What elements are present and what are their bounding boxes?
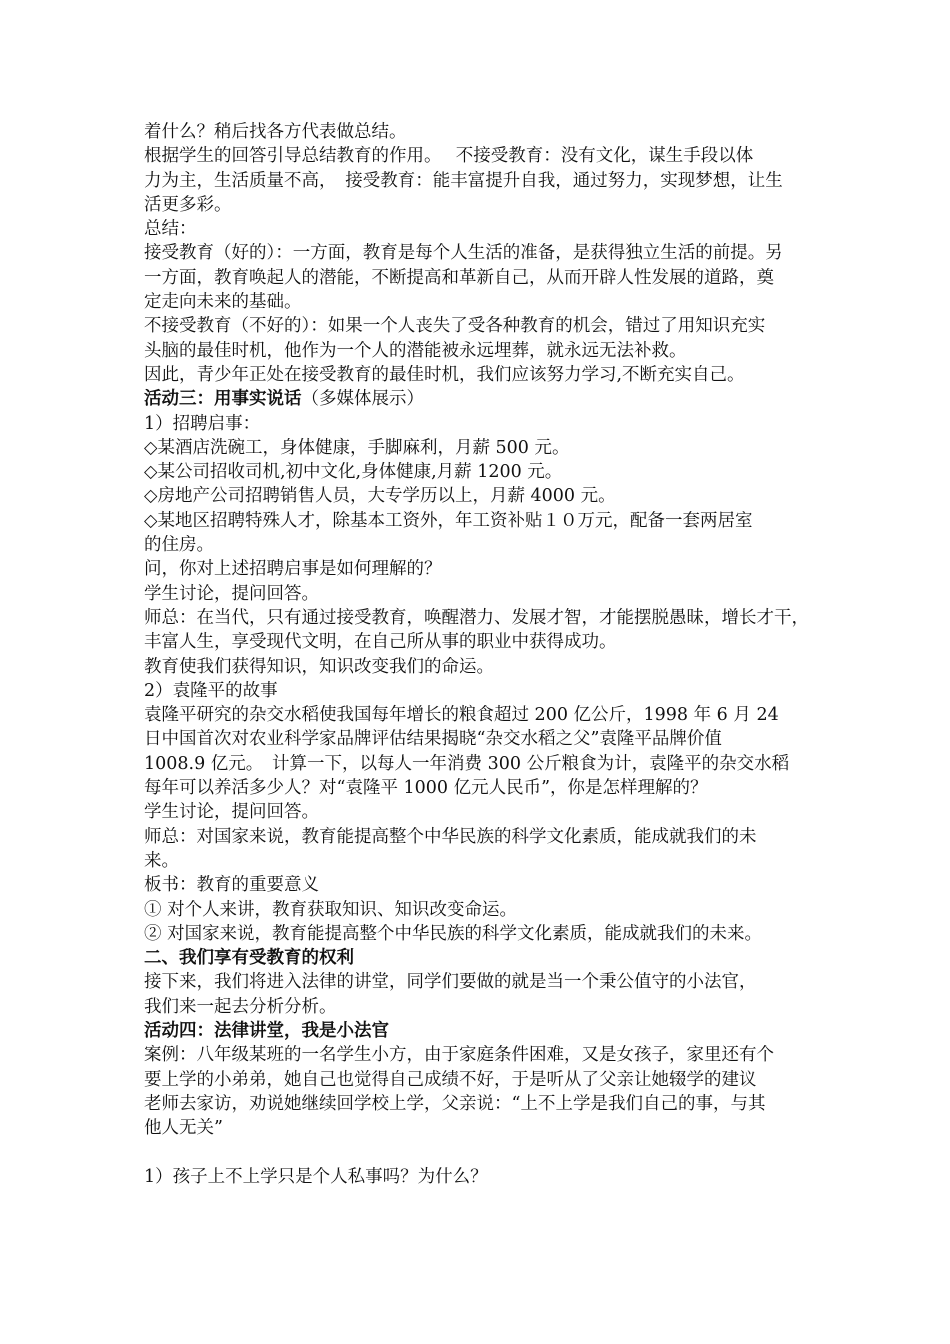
- text-line: [144, 703, 816, 727]
- text-line: [144, 849, 816, 873]
- body-text: 因此，青少年正处在接受教育的最佳时机，我们应该努力学习,不断充实自己。: [144, 364, 745, 385]
- body-text: 不接受教育（不好的）：如果一个人丧失了受各种教育的机会，错过了用知识充实: [144, 316, 766, 337]
- body-text: 教育使我们获得知识，知识改变我们的命运。: [144, 656, 494, 677]
- body-text: 问，你对上述招聘启事是如何理解的？: [144, 559, 442, 580]
- body-text: ◇房地产公司招聘销售人员，大专学历以上，月薪 4000 元。: [144, 486, 616, 507]
- text-line: [144, 922, 816, 946]
- body-text: 学生讨论，提问回答。: [144, 583, 319, 604]
- text-line: [144, 898, 816, 922]
- text-line: [144, 436, 816, 460]
- body-text: 活更多彩。: [144, 194, 232, 215]
- body-text: 的住房。: [144, 535, 214, 556]
- body-text: 定走向未来的基础。: [144, 292, 302, 313]
- text-line: [144, 484, 816, 508]
- body-text: 案例：八年级某班的一名学生小方，由于家庭条件困难，又是女孩子，家里还有个: [144, 1045, 774, 1066]
- body-text: 我们来一起去分析分析。: [144, 996, 337, 1017]
- text-line: [144, 630, 816, 654]
- text-line: [144, 679, 816, 703]
- blank-line: [144, 1140, 816, 1164]
- text-line: [144, 655, 816, 679]
- text-line: [144, 873, 816, 897]
- body-text: ◇某地区招聘特殊人才，除基本工资外，年工资补贴１０万元，配备一套两居室: [144, 510, 753, 531]
- body-text: 1008.9 亿元。 计算一下，以每人一年消费 300 公斤粮食为计，袁隆平的杂交水稻: [144, 753, 790, 774]
- text-line: [144, 727, 816, 751]
- text-line: [144, 387, 816, 411]
- body-text: 总结：: [144, 219, 197, 240]
- body-text: 老师去家访，劝说她继续回学校上学，父亲说：“上不上学是我们自己的事，与其: [144, 1093, 766, 1114]
- text-line: [144, 314, 816, 338]
- text-line: [144, 1019, 816, 1043]
- body-text: 头脑的最佳时机，他作为一个人的潜能被永远埋葬，就永远无法补救。: [144, 340, 687, 361]
- text-line: [144, 363, 816, 387]
- body-text: 接受教育（好的）：一方面，教育是每个人生活的准备，是获得独立生活的前提。另: [144, 243, 783, 264]
- body-text: ◇某酒店洗碗工，身体健康，手脚麻利，月薪 500 元。: [144, 437, 570, 458]
- text-line: [144, 460, 816, 484]
- body-text: 袁隆平研究的杂交水稻使我国每年增长的粮食超过 200 亿公斤，1998 年 6 月 24: [144, 705, 779, 726]
- text-line: [144, 144, 816, 168]
- text-line: [144, 995, 816, 1019]
- text-line: [144, 606, 816, 630]
- body-text: ① 对个人来讲，教育获取知识、知识改变命运。: [144, 899, 518, 920]
- body-text: 学生讨论，提问回答。: [144, 802, 319, 823]
- body-text: 着什么？稍后找各方代表做总结。: [144, 122, 407, 142]
- text-line: [144, 776, 816, 800]
- text-line: [144, 290, 816, 314]
- text-line: [144, 1165, 816, 1189]
- body-text: 师总：在当代，只有通过接受教育，唤醒潜力、发展才智，才能摆脱愚昧，增长才干，: [144, 607, 809, 628]
- text-line: [144, 533, 816, 557]
- body-text: 要上学的小弟弟，她自己也觉得自己成绩不好，于是听从了父亲让她辍学的建议: [144, 1069, 757, 1090]
- heading-text: 活动三：用事实说话: [144, 389, 302, 410]
- heading-text: 活动四：法律讲堂，我是小法官: [144, 1020, 389, 1041]
- text-line: [144, 339, 816, 363]
- text-line: [144, 120, 816, 144]
- document-body: [144, 120, 816, 1189]
- text-line: [144, 266, 816, 290]
- text-line: [144, 509, 816, 533]
- text-line: [144, 1043, 816, 1067]
- body-text: ◇某公司招收司机,初中文化,身体健康,月薪 1200 元。: [144, 462, 563, 483]
- text-line: [144, 1068, 816, 1092]
- body-text: 根据学生的回答引导总结教育的作用。 不接受教育：没有文化，谋生手段以体: [144, 146, 754, 167]
- body-text: ② 对国家来说，教育能提高整个中华民族的科学文化素质，能成就我们的未来。: [144, 923, 763, 944]
- body-text: 每年可以养活多少人？对“袁隆平 1000 亿元人民币”，你是怎样理解的？: [144, 778, 708, 799]
- text-line: [144, 582, 816, 606]
- text-line: [144, 825, 816, 849]
- text-line: [144, 752, 816, 776]
- body-text: 师总：对国家来说，教育能提高整个中华民族的科学文化素质，能成就我们的未: [144, 826, 757, 847]
- text-line: [144, 800, 816, 824]
- body-text: （多媒体展示）: [301, 389, 424, 410]
- body-text: 力为主，生活质量不高， 接受教育：能丰富提升自我，通过努力，实现梦想，让生: [144, 170, 783, 191]
- body-text: 2）袁隆平的故事: [144, 680, 278, 701]
- text-line: [144, 217, 816, 241]
- text-line: [144, 241, 816, 265]
- text-line: [144, 412, 816, 436]
- body-text: 丰富人生，享受现代文明，在自己所从事的职业中获得成功。: [144, 632, 617, 653]
- text-line: [144, 946, 816, 970]
- text-line: [144, 1092, 816, 1116]
- body-text: 一方面，教育唤起人的潜能，不断提高和革新自己，从而开辟人性发展的道路，奠: [144, 267, 774, 288]
- body-text: 1）招聘启事：: [144, 413, 261, 434]
- text-line: [144, 557, 816, 581]
- text-line: [144, 169, 816, 193]
- body-text: 接下来，我们将进入法律的讲堂，同学们要做的就是当一个秉公值守的小法官，: [144, 972, 757, 993]
- body-text: 来。: [144, 850, 179, 871]
- body-text: 板书：教育的重要意义: [144, 875, 319, 896]
- body-text: 日中国首次对农业科学家品牌评估结果揭晓“杂交水稻之父”袁隆平品牌价值: [144, 729, 722, 750]
- body-text: 1）孩子上不上学只是个人私事吗？为什么？: [144, 1166, 488, 1187]
- body-text: 他人无关”: [144, 1118, 223, 1139]
- text-line: [144, 970, 816, 994]
- heading-text: 二、我们享有受教育的权利: [144, 948, 354, 969]
- text-line: [144, 1116, 816, 1140]
- text-line: [144, 193, 816, 217]
